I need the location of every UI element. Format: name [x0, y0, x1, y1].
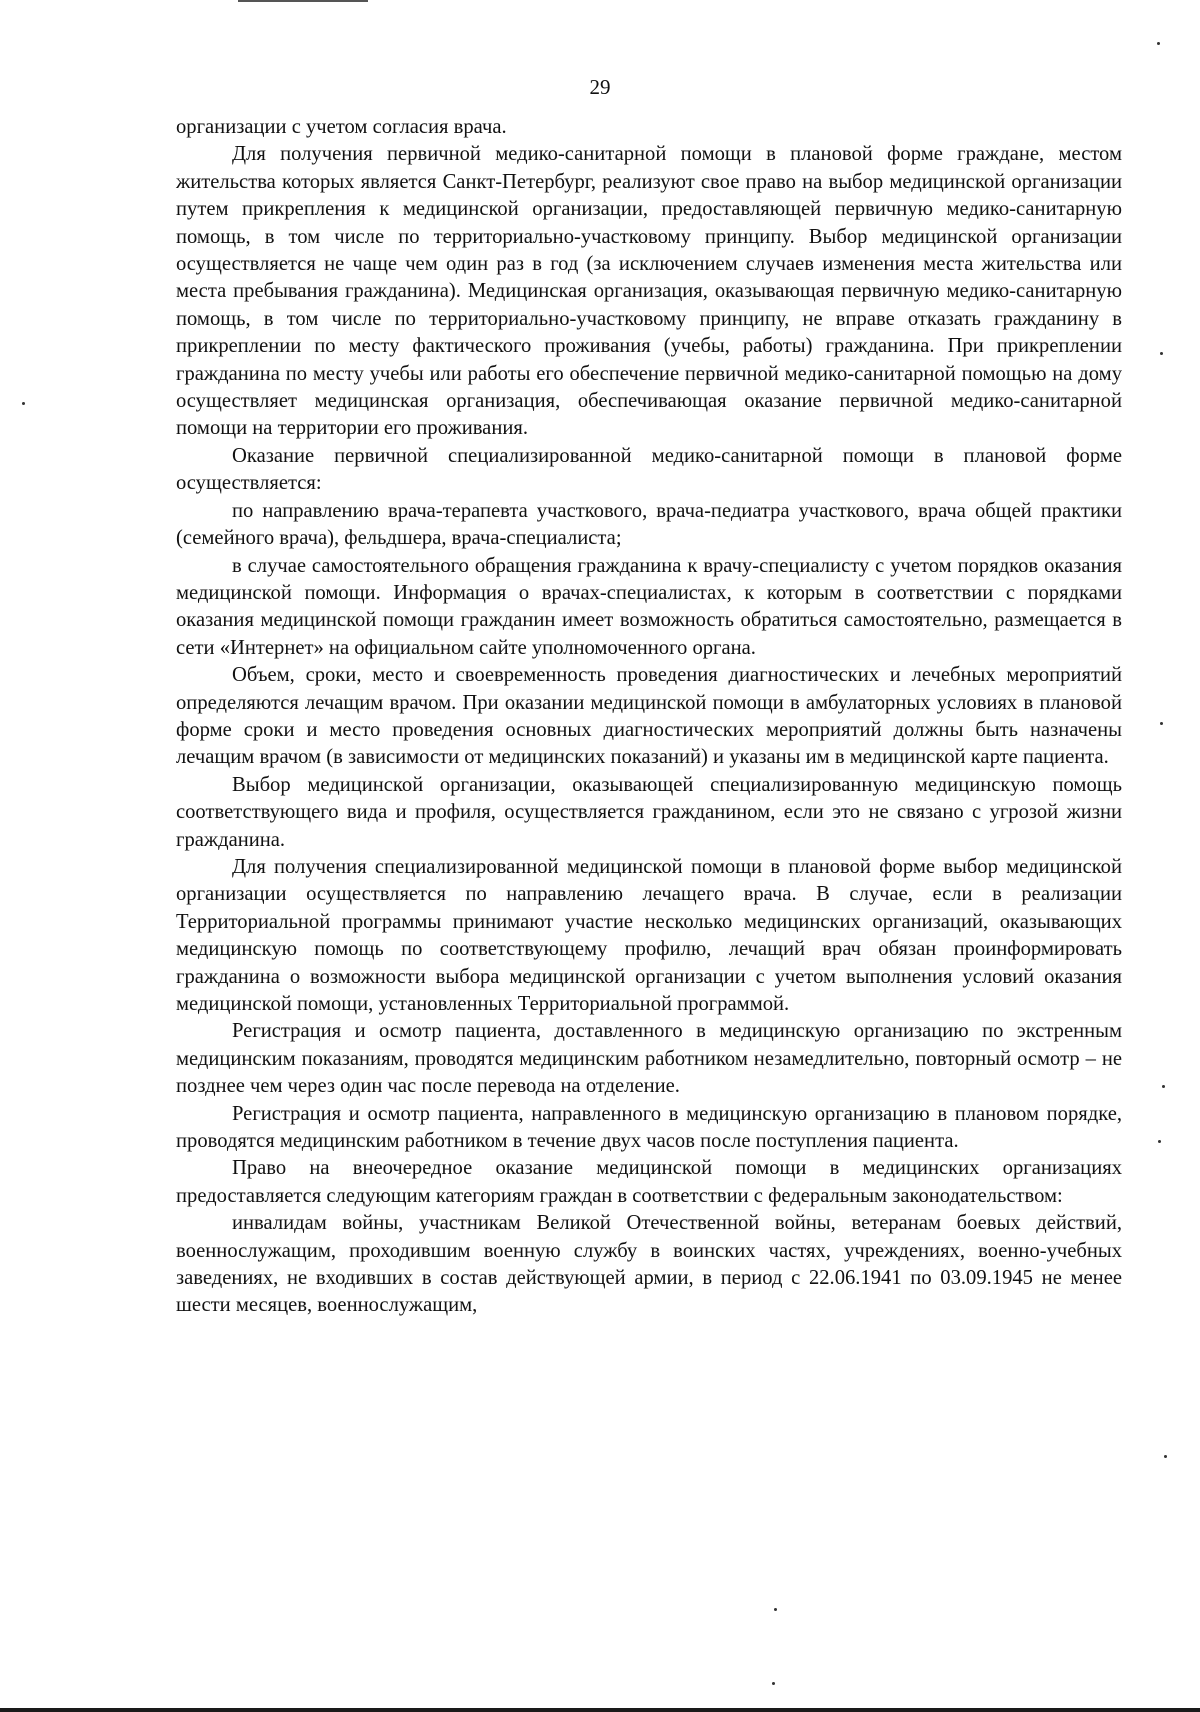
scan-speck	[772, 1682, 775, 1685]
paragraph-planned-registration: Регистрация и осмотр пациента, направленного в медицинскую организацию в плановом порядке, проводятся медицинским работником в течение двух часов после поступления пациента.	[176, 1102, 1122, 1153]
paragraph-emergency-registration: Регистрация и осмотр пациента, доставленного в медицинскую организацию по экстренным медицинским показаниям, проводятся медицинским работником незамедлительно, повторный осмотр – не позднее чем через один час после перевода на отделение.	[176, 1020, 1122, 1098]
paragraph-scope-and-terms: Объем, сроки, место и своевременность проведения диагностических и лечебных мероприятий определяются лечащим врачом. При оказании медицинской помощи в амбулаторных условиях в плановой форме сроки и место проведения основных диагностических мероприятий должны быть назначены лечащим врачом (в зависимости от медицинских показаний) и указаны им в медицинской карте пациента.	[176, 664, 1122, 769]
scan-edge-top	[238, 0, 368, 2]
scan-speck	[1162, 1085, 1165, 1088]
page-number: 29	[589, 75, 611, 99]
scan-speck	[1157, 42, 1160, 45]
scan-speck	[1158, 1140, 1161, 1143]
paragraph-specialized-primary-care: Оказание первичной специализированной медико-санитарной помощи в плановой форме осуществляется:	[176, 444, 1122, 495]
paragraph-specialized-care-choice: Выбор медицинской организации, оказывающей специализированную медицинскую помощь соответствующего вида и профиля, осуществляется гражданином, если это не связано с угрозой жизни гражданина.	[176, 773, 1122, 851]
paragraph-referral: по направлению врача-терапевта участкового, врача-педиатра участкового, врача общей практики (семейного врача), фельдшера, врача-специалиста;	[176, 499, 1122, 550]
scan-speck	[774, 1608, 777, 1611]
paragraph-priority-care: Право на внеочередное оказание медицинской помощи в медицинских организациях предоставляется следующим категориям граждан в соответствии с федеральным законодательством:	[176, 1157, 1122, 1207]
paragraph-primary-care-choice: Для получения первичной медико-санитарной помощи в плановой форме граждане, местом жительства которых является Санкт-Петербург, реализуют свое право на выбор медицинской организации путем прикрепления к медицинской организации, предоставляющей первичную медико-санитарную помощь, в том числе по территориально-участковому принципу. Выбор медицинской организации осуществляется не чаще чем один раз в год (за исключением случаев изменения места жительства или места пребывания гражданина). Медицинская организация, оказывающая первичную медико-санитарную помощь, в том числе по территориально-участковому принципу, не вправе отказать гражданину в прикреплении по месту фактического проживания (учебы, работы) гражданина. При прикреплении гражданина по месту учебы или работы его обеспечение первичной медико-санитарной помощью на дому осуществляет медицинская организация, обеспечивающая оказание первичной медико-санитарной помощи на территории его проживания.	[176, 143, 1122, 440]
paragraph-self-referral: в случае самостоятельного обращения гражданина к врачу-специалисту с учетом порядков оказания медицинской помощи. Информация о врачах-специалистах, к которым в соответствии с порядками оказания медицинской помощи гражданин имеет возможность обратиться самостоятельно, размещается в сети «Интернет» на официальном сайте уполномоченного органа.	[176, 554, 1122, 659]
paragraph-continuation: организации с учетом согласия врача.	[176, 116, 507, 138]
scan-edge-bottom	[0, 1708, 1200, 1712]
paragraph-war-veterans: инвалидам войны, участникам Великой Отечественной войны, ветеранам боевых действий, военнослужащим, проходившим военную службу в воинских частях, учреждениях, военно-учебных заведениях, не входивших в состав действующей армии, в период с 22.06.1941 по 03.09.1945 не менее шести месяцев, военнослужащим,	[176, 1212, 1122, 1317]
body-text	[176, 114, 1122, 1320]
scan-speck	[1160, 722, 1163, 725]
scan-speck	[22, 402, 25, 405]
scan-speck	[1160, 352, 1163, 355]
paragraph-planned-specialized-care: Для получения специализированной медицинской помощи в плановой форме выбор медицинской организации осуществляется по направлению лечащего врача. В случае, если в реализации Территориальной программы принимают участие несколько медицинских организаций, оказывающих медицинскую помощь по соответствующему профилю, лечащий врач обязан проинформировать гражданина о возможности выбора медицинской организации с учетом выполнения условий оказания медицинской помощи, установленных Территориальной программой.	[176, 855, 1122, 1015]
scan-speck	[1164, 1455, 1167, 1458]
